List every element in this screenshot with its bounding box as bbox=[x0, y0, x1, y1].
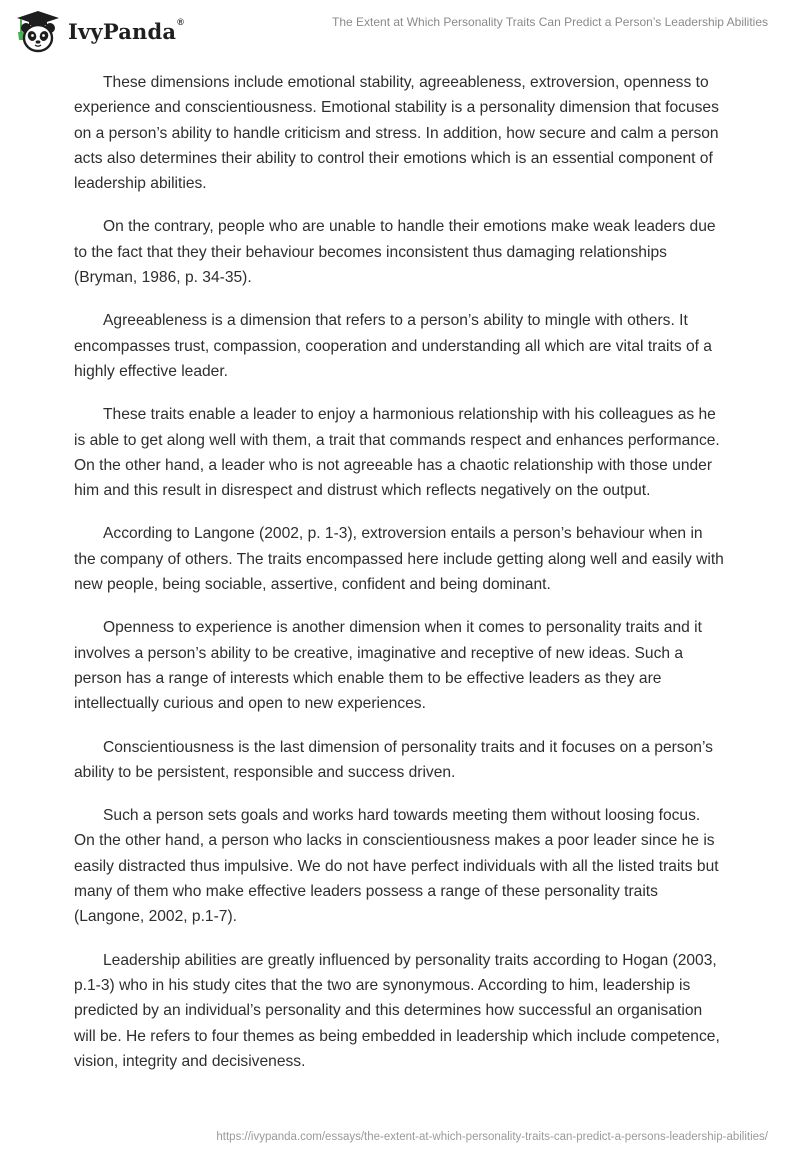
page-header bbox=[0, 0, 800, 60]
essay-paragraph: Agreeableness is a dimension that refers to a person’s ability to mingle with others. It encompasses trust, compassion, cooperation and understanding all which are vital traits of a highly effective leader. bbox=[74, 312, 712, 380]
essay-paragraph: Such a person sets goals and works hard towards meeting them without loosing focus. On the other hand, a person who lacks in conscientiousness makes a poor leader since he is easily distracted thus impulsive. We do not have perfect individuals with all the listed traits but many of them who make effective leaders possess a range of these personality traits (Langone, 2002, p.1-7). bbox=[74, 807, 719, 926]
essay-body bbox=[74, 70, 724, 1092]
document-title: The Extent at Which Personality Traits Can Predict a Person’s Leadership Abilities bbox=[332, 15, 768, 29]
panda-logo-icon bbox=[14, 10, 62, 54]
essay-paragraph: Leadership abilities are greatly influenced by personality traits according to Hogan (2003, p.1-3) who in his study cites that the two are synonymous. According to him, leadership is predicted by an individual’s personality and this determines how successful an organisation will be. He refers to four themes as being embedded in leadership which include competence, vision, integrity and decisiveness. bbox=[74, 951, 720, 1070]
essay-paragraph: On the contrary, people who are unable to handle their emotions make weak leaders due to the fact that they their behaviour becomes inconsistent thus damaging relationships (Bryman, 1986, p. 34-35). bbox=[74, 218, 716, 287]
essay-paragraph: Conscientiousness is the last dimension of personality traits and it focuses on a person’s ability to be persistent, responsible and success driven. bbox=[74, 738, 713, 781]
essay-paragraph: These dimensions include emotional stability, agreeableness, extroversion, openness to experience and conscientiousness. Emotional stability is a personality dimension that focuses on a person’s ability to handle criticism and stress. In addition, how secure and calm a person acts also determines their ability to control their emotions which is an essential component of leadership abilities. bbox=[74, 74, 719, 193]
essay-paragraph: According to Langone (2002, p. 1-3), extroversion entails a person’s behaviour when in the company of others. The traits encompassed here include getting along well and easily with new people, being sociable, assertive, confident and being dominant. bbox=[74, 525, 724, 594]
essay-paragraph: These traits enable a leader to enjoy a harmonious relationship with his colleagues as he is able to get along well with them, a trait that commands respect and enhances performance. On the other hand, a leader who is not agreeable has a chaotic relationship with those under him and this result in disrespect and distrust which reflects negatively on the output. bbox=[74, 406, 720, 500]
essay-paragraph: Openness to experience is another dimension when it comes to personality traits and it involves a person’s ability to be creative, imaginative and receptive of new ideas. Such a person has a range of interests which enable them to be effective leaders as they are intellectually curious and open to new experiences. bbox=[74, 619, 702, 713]
source-url-link[interactable]: https://ivypanda.com/essays/the-extent-at-which-personality-traits-can-predict-a-persons-leadership-abilities/ bbox=[216, 1131, 768, 1143]
registered-mark: ® bbox=[177, 16, 185, 27]
brand-name: IvyPanda® bbox=[68, 16, 185, 44]
ivypanda-logo-link[interactable] bbox=[14, 10, 184, 54]
